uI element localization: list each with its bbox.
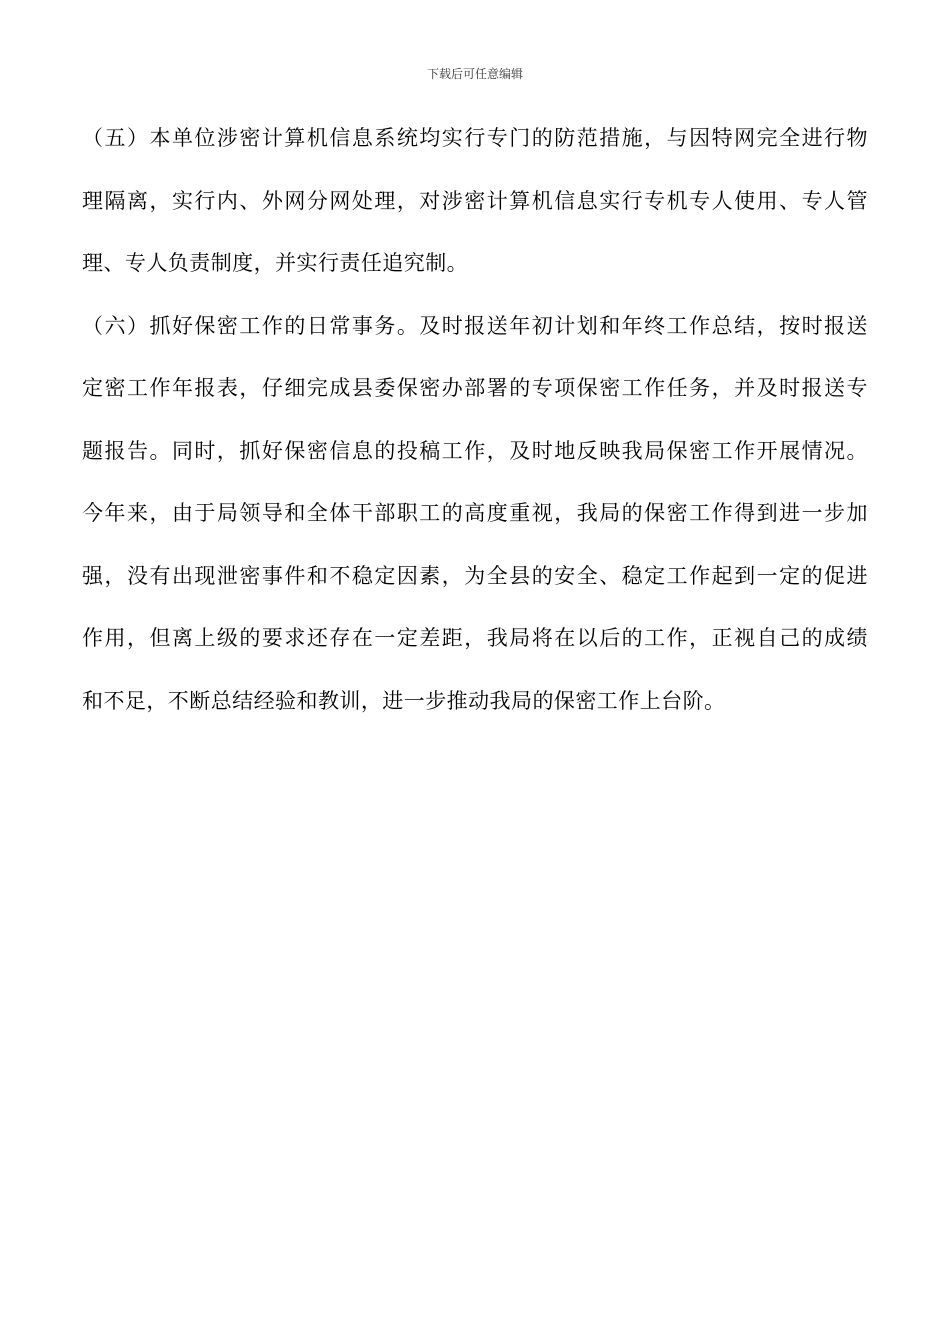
paragraph-5-line-3: 理、专人负责制度，并实行责任追究制。 <box>82 251 469 275</box>
page-header-note: 下载后可任意编辑 <box>426 67 523 81</box>
paragraph-6-line-2: 定密工作年报表，仔细完成县委保密办部署的专项保密工作任务，并及时报送专 <box>82 376 868 400</box>
summary-line-2: 强，没有出现泄密事件和不稳定因素，为全县的安全、稳定工作起到一定的促进 <box>82 563 868 588</box>
document-body <box>82 113 868 738</box>
summary-line-3: 作用，但离上级的要求还存在一定差距，我局将在以后的工作，正视自己的成绩 <box>82 626 868 650</box>
paragraph-6-line-3: 题报告。同时，抓好保密信息的投稿工作，及时地反映我局保密工作开展情况。 <box>82 438 868 463</box>
paragraph-5-line-2: 理隔离，实行内、外网分网处理，对涉密计算机信息实行专机专人使用、专人管 <box>82 188 868 213</box>
summary-line-1: 今年来，由于局领导和全体干部职工的高度重视，我局的保密工作得到进一步加 <box>82 501 868 525</box>
paragraph-5-line-1: （五）本单位涉密计算机信息系统均实行专门的防范措施，与因特网完全进行物 <box>82 126 868 150</box>
paragraph-6-line-1: （六）抓好保密工作的日常事务。及时报送年初计划和年终工作总结，按时报送 <box>82 313 868 338</box>
summary-line-4: 和不足，不断总结经验和教训，进一步推动我局的保密工作上台阶。 <box>82 688 726 713</box>
